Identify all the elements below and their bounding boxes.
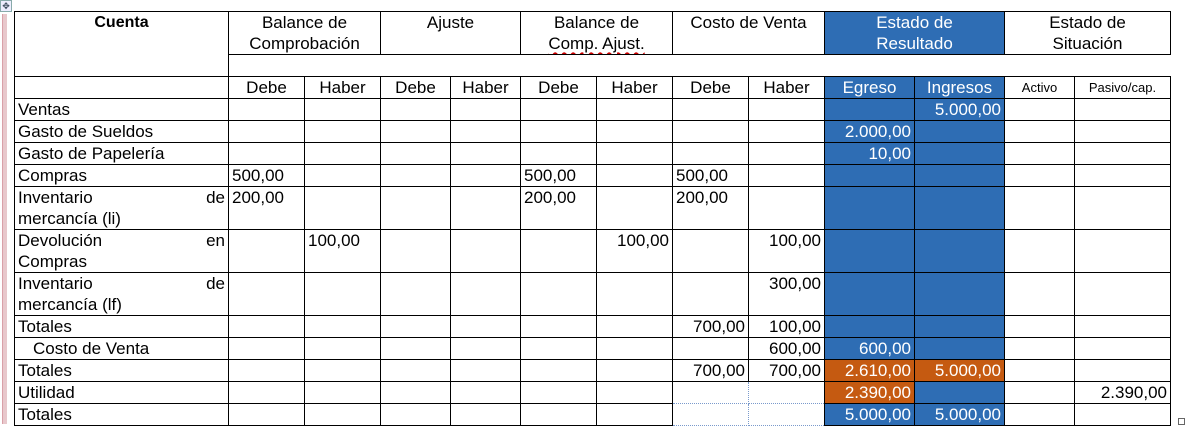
subheader-cv-debe: Debe [673,77,749,99]
table-row [15,165,1171,187]
cell-egreso: 2.000,00 [825,121,915,143]
subheader-ba-debe: Debe [521,77,597,99]
table-row [15,99,1171,121]
row-label: Costo de Venta [15,338,229,360]
table-row [15,121,1171,143]
header-balance-comprobacion: Balance de Comprobación [229,12,381,55]
row-label: Totales [15,360,229,382]
subheader-bc-debe: Debe [229,77,305,99]
header-estado-situacion: Estado de Situación [1005,12,1171,55]
table-row [15,230,1171,273]
row-label: Compras [15,165,229,187]
cell-ingresos: 5.000,00 [915,360,1005,382]
cell-bc-debe: 500,00 [229,165,305,187]
subheader-pasivo: Pasivo/cap. [1075,77,1171,99]
cell-cv-haber: 100,00 [749,230,825,273]
table-row [15,338,1171,360]
header-balance-ajustado: Balance de Comp. Ajust. [521,12,673,55]
subheader-aj-debe: Debe [381,77,451,99]
cell-cv-haber: 700,00 [749,360,825,382]
worksheet-table [14,11,1171,426]
subheader-cuenta-blank [15,77,229,99]
row-label: Devolución en Compras [15,230,229,273]
cell-egreso: 2.390,00 [825,382,915,404]
header-row-1 [15,12,1171,55]
cell-cv-haber: 100,00 [749,316,825,338]
row-label: Totales [15,404,229,426]
table-row [15,187,1171,230]
cell-egreso: 2.610,00 [825,360,915,382]
cell-pasivo: 2.390,00 [1075,382,1171,404]
cell-ba-debe: 200,00 [521,187,597,230]
subheader-ba-haber: Haber [597,77,673,99]
table-row [15,404,1171,426]
row-label: Utilidad [15,382,229,404]
table-resize-handle-icon[interactable] [1178,418,1185,425]
cell-bc-haber: 100,00 [305,230,381,273]
cell-cv-haber: 600,00 [749,338,825,360]
subheader-bc-haber: Haber [305,77,381,99]
cell-cv-debe: 200,00 [673,187,749,230]
cell-bc-debe: 200,00 [229,187,305,230]
cell-egreso: 600,00 [825,338,915,360]
row-label: Inventario de mercancía (lf) [15,273,229,316]
subheader-ingresos: Ingresos [915,77,1005,99]
table-move-handle-icon[interactable]: ✥ [0,0,12,12]
table-row [15,273,1171,316]
cell-egreso: 5.000,00 [825,404,915,426]
left-margin-bar [2,14,7,424]
cell-ingresos: 5.000,00 [915,99,1005,121]
cell-egreso: 10,00 [825,143,915,165]
subheader-activo: Activo [1005,77,1075,99]
cell-ba-haber: 100,00 [597,230,673,273]
cell-cv-debe: 700,00 [673,316,749,338]
subheader-cv-haber: Haber [749,77,825,99]
cell-cv-haber: 300,00 [749,273,825,316]
cell-cv-debe: 700,00 [673,360,749,382]
subheader-aj-haber: Haber [451,77,521,99]
row-label: Inventario de mercancía (li) [15,187,229,230]
header-ajuste: Ajuste [381,12,521,55]
table-row [15,143,1171,165]
header-costo-venta: Costo de Venta [673,12,825,55]
subheader-row [15,77,1171,99]
cell-cv-debe: 500,00 [673,165,749,187]
subheader-egreso: Egreso [825,77,915,99]
cell-ingresos: 5.000,00 [915,404,1005,426]
table-row [15,316,1171,338]
row-label: Ventas [15,99,229,121]
row-label: Gasto de Sueldos [15,121,229,143]
row-label: Totales [15,316,229,338]
table-row [15,382,1171,404]
cell-ba-debe: 500,00 [521,165,597,187]
table-row [15,360,1171,382]
row-label: Gasto de Papelería [15,143,229,165]
header-cuenta: Cuenta [15,12,229,77]
header-estado-resultado: Estado de Resultado [825,12,1005,55]
